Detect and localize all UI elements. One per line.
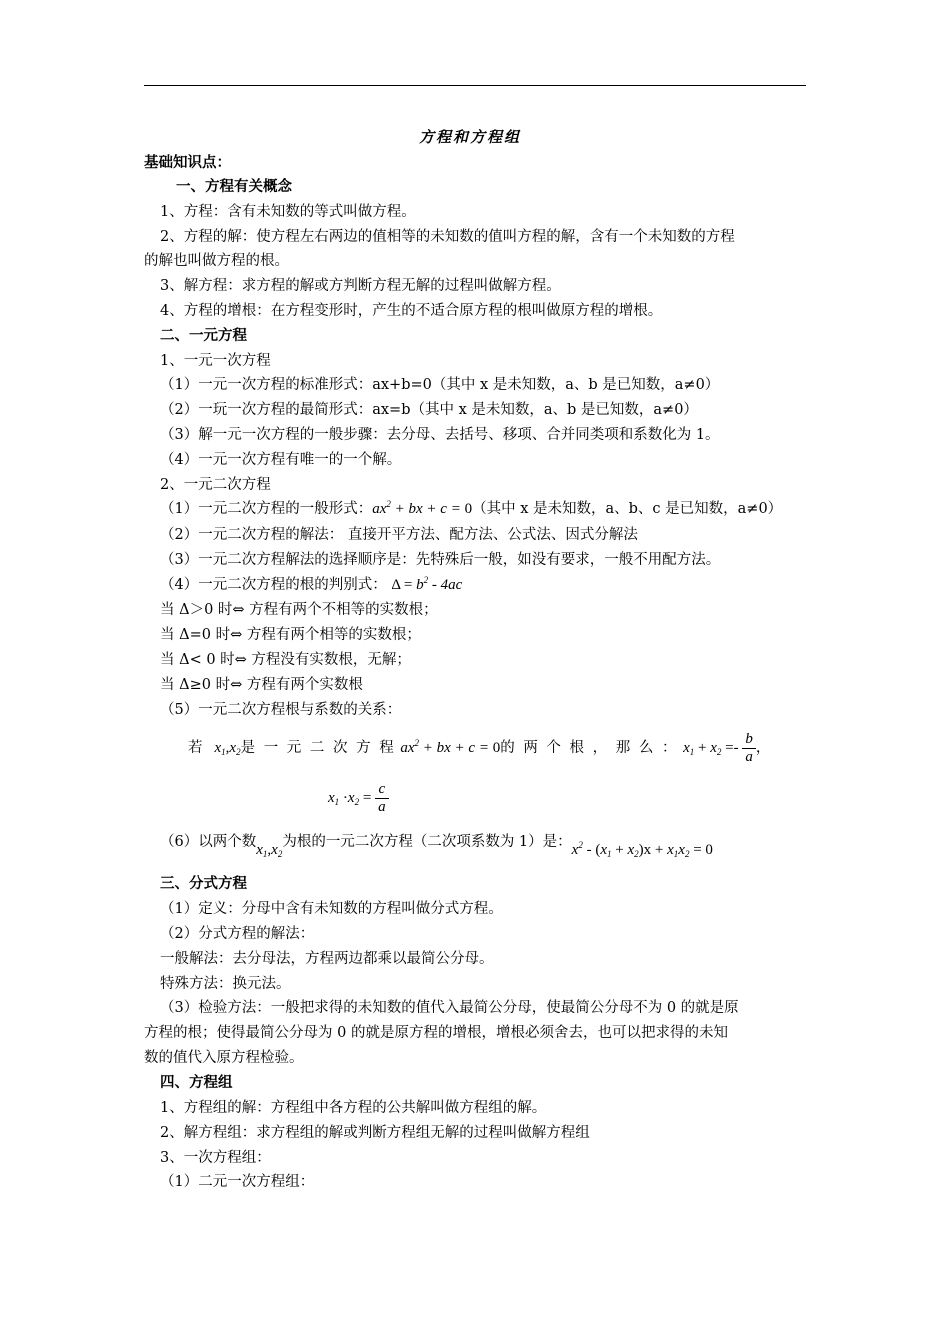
quadratic-item-3: （3）一元二次方程解法的选择顺序是：先特殊后一般，如没有要求，一般不用配方法。: [160, 552, 721, 568]
fractional-method-general: 一般解法：去分母法，方程两边都乘以最简公分母。: [160, 951, 494, 967]
discriminant-case-zero: 当 Δ=0 时⇔ 方程有两个相等的实数根；: [160, 627, 421, 643]
linear-item-2: （2）一玩一次方程的最简形式：ax=b（其中 x 是未知数，a、b 是已知数，a≠0）: [160, 402, 698, 418]
header-rule: [144, 85, 806, 86]
heading-linear-equation: 1、一元一次方程: [160, 353, 271, 369]
given-roots: $x_1,x_2$: [256, 842, 283, 859]
quadratic-item-1-label: （1）一元二次方程的一般形式：: [160, 501, 373, 517]
fractional-method-special: 特殊方法：换元法。: [160, 976, 291, 992]
fractional-item-1: （1）定义：分母中含有未知数的方程叫做分式方程。: [160, 901, 503, 917]
heading-fractional-equation: 三、分式方程: [160, 875, 247, 892]
fractional-item-3-line-3: 数的值代入原方程检验。: [144, 1050, 304, 1066]
paragraph-solution-def-2: 的解也叫做方程的根。: [144, 253, 289, 269]
quadratic-item-1: [160, 499, 782, 519]
discriminant-case-negative: 当 Δ< 0 时⇔ 方程没有实数根，无解；: [160, 652, 411, 668]
vieta-sum-formula: $x_1 + x_2$ =- $\frac{b}{a}$: [683, 740, 756, 756]
heading-system-of-equations: 四、方程组: [160, 1074, 233, 1091]
fractional-item-3-line-2: 方程的根；使得最简公分母为 0 的就是原方程的增根，增根必须舍去，也可以把求得的未知: [144, 1025, 728, 1041]
quadratic-item-1-note: （其中 x 是未知数，a、b、c 是已知数，a≠0）: [472, 501, 783, 517]
discriminant-formula: $\Delta = b^2 - 4ac$: [391, 575, 463, 593]
quadratic-item-6: （6）以两个数$x_1,x_2$为根的一元二次方程（二次项系数为 1）是：$x^2 - (x_1 + x_2)x + x_1x_2 = 0$: [160, 834, 713, 859]
roots-symbols: $x_1,x_2$: [214, 740, 241, 757]
paragraph-extraneous-root-def: 4、方程的增根：在方程变形时，产生的不适合原方程的根叫做原方程的增根。: [160, 303, 663, 319]
quadratic-item-2: （2）一元二次方程的解法： 直接开平方法、配方法、公式法、因式分解法: [160, 527, 638, 543]
linear-item-1: （1）一元一次方程的标准形式：ax+b=0（其中 x 是未知数，a、b 是已知数，a≠0）: [160, 377, 720, 393]
vieta-product-line: [328, 778, 389, 818]
constructed-equation: $x^2 - (x_1 + x_2)x + x_1x_2 = 0$: [571, 840, 713, 859]
quadratic-formula-inline: $ax^2$ + bx + c = 0: [400, 738, 501, 756]
linear-item-3: （3）解一元一次方程的一般步骤：去分母、去括号、移项、合并同类项和系数化为 1。: [160, 427, 720, 443]
paragraph-solution-def-1: 2、方程的解：使方程左右两边的值相等的未知数的值叫方程的解，含有一个未知数的方程: [160, 229, 735, 245]
system-item-4: （1）二元一次方程组：: [160, 1174, 315, 1190]
discriminant-case-nonnegative: 当 Δ≥0 时⇔ 方程有两个实数根: [160, 677, 363, 693]
document-title: 方程和方程组: [419, 128, 522, 146]
vieta-product-formula: $x_1 \cdot x_2$ = $\frac{c}{a}$: [328, 790, 389, 806]
section-label: 基础知识点：: [144, 154, 231, 171]
general-form-formula: $ax^2$ + bx + c = 0: [372, 499, 473, 517]
discriminant-case-positive: 当 Δ＞0 时⇔ 方程有两个不相等的实数根；: [160, 602, 438, 618]
quadratic-item-5: （5）一元二次方程根与系数的关系：: [160, 702, 402, 718]
paragraph-solving-def: 3、解方程：求方程的解或方判断方程无解的过程叫做解方程。: [160, 278, 561, 294]
heading-quadratic-equation: 2、一元二次方程: [160, 477, 271, 493]
quadratic-item-4-label: （4）一元二次方程的根的判别式：: [160, 577, 387, 593]
linear-item-4: （4）一元一次方程有唯一的一个解。: [160, 452, 402, 468]
quadratic-item-4: [160, 575, 462, 595]
heading-single-variable: 二、一元方程: [160, 327, 247, 344]
fractional-item-3-line-1: （3）检验方法：一般把求得的未知数的值代入最简公分母，使最简公分母不为 0 的就是原: [160, 1000, 739, 1016]
system-item-2: 2、解方程组：求方程组的解或判断方程组无解的过程叫做解方程组: [160, 1125, 590, 1141]
vieta-sum-line: 若$x_1,x_2$是 一 元 二 次 方 程 $ax^2$ + bx + c = 0的 两 个 根 ， 那 么 ： $x_1 + x_2$ =- $\frac{b}{a}$ ，: [188, 731, 771, 766]
heading-equation-concepts: 一、方程有关概念: [176, 178, 292, 195]
system-item-3: 3、一次方程组：: [160, 1150, 271, 1166]
system-item-1: 1、方程组的解：方程组中各方程的公共解叫做方程组的解。: [160, 1100, 547, 1116]
fractional-item-2: （2）分式方程的解法：: [160, 926, 315, 942]
paragraph-equation-def: 1、方程：含有未知数的等式叫做方程。: [160, 204, 416, 220]
